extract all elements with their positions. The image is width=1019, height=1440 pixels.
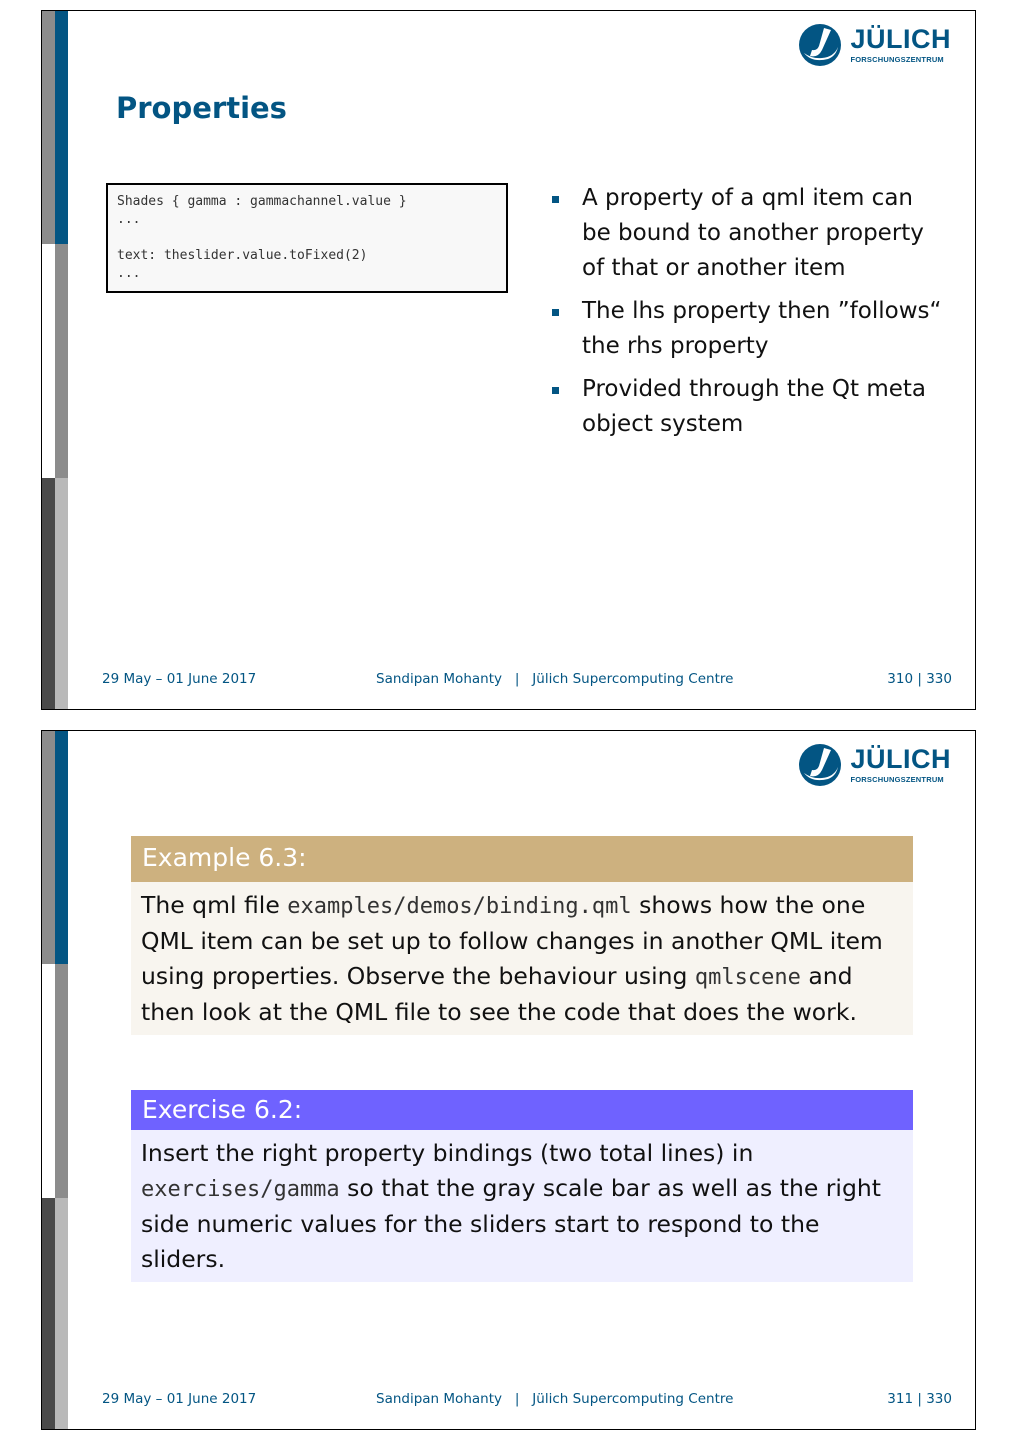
bullet-square-icon [552, 196, 559, 203]
juelich-logo [798, 23, 951, 67]
code-snippet [106, 183, 508, 293]
bullet-list [549, 181, 949, 450]
left-color-bars [42, 731, 68, 1429]
left-color-bars [42, 11, 68, 709]
code-line: text: theslider.value.toFixed(2) [117, 248, 368, 263]
example-command: qmlscene [694, 965, 801, 990]
example-body: The qml file examples/demos/binding.qml shows how the one QML item can be set up to follow changes in another QML item using properties. Observe the behaviour using qmlscene and then look at the QML file to see the code that does the work. [131, 882, 913, 1035]
code-line: ... [117, 266, 141, 281]
bullet-square-icon [552, 387, 559, 394]
juelich-logo-icon [798, 743, 842, 787]
footer-date: 29 May – 01 June 2017 [102, 1391, 257, 1407]
exercise-title: Exercise 6.2: [131, 1090, 913, 1130]
logo-wordmark: JÜLICH [850, 24, 951, 55]
exercise-dir-path: exercises/gamma [141, 1177, 340, 1202]
slide-footer [102, 1391, 952, 1411]
slide-title: Properties [116, 91, 287, 125]
footer-page-number: 311 | 330 [887, 1391, 952, 1407]
slide-311 [41, 730, 976, 1430]
juelich-logo-icon [798, 23, 842, 67]
exercise-body: Insert the right property bindings (two total lines) in exercises/gamma so that the gray scale bar as well as the right side numeric values for the sliders start to respond to the sliders. [131, 1130, 913, 1282]
code-line: Shades { gamma : gammachannel.value } [117, 194, 407, 209]
bullet-item: Provided through the Qt meta object system [549, 372, 949, 442]
footer-author-institute: Sandipan Mohanty | Jülich Supercomputing Centre [376, 671, 734, 687]
example-block [131, 836, 913, 1035]
slide-footer [102, 671, 952, 691]
logo-subtitle: FORSCHUNGSZENTRUM [850, 775, 944, 785]
slide-310 [41, 10, 976, 710]
exercise-block [131, 1090, 913, 1282]
juelich-logo [798, 743, 951, 787]
example-title: Example 6.3: [131, 836, 913, 882]
bullet-square-icon [552, 309, 559, 316]
example-file-path: examples/demos/binding.qml [287, 894, 632, 919]
footer-date: 29 May – 01 June 2017 [102, 671, 257, 687]
bullet-item: The lhs property then ”follows“ the rhs property [549, 294, 949, 364]
logo-subtitle: FORSCHUNGSZENTRUM [850, 55, 944, 65]
footer-page-number: 310 | 330 [887, 671, 952, 687]
footer-author-institute: Sandipan Mohanty | Jülich Supercomputing Centre [376, 1391, 734, 1407]
bullet-item: A property of a qml item can be bound to another property of that or another item [549, 181, 949, 286]
code-line: ... [117, 212, 141, 227]
logo-wordmark: JÜLICH [850, 744, 951, 775]
